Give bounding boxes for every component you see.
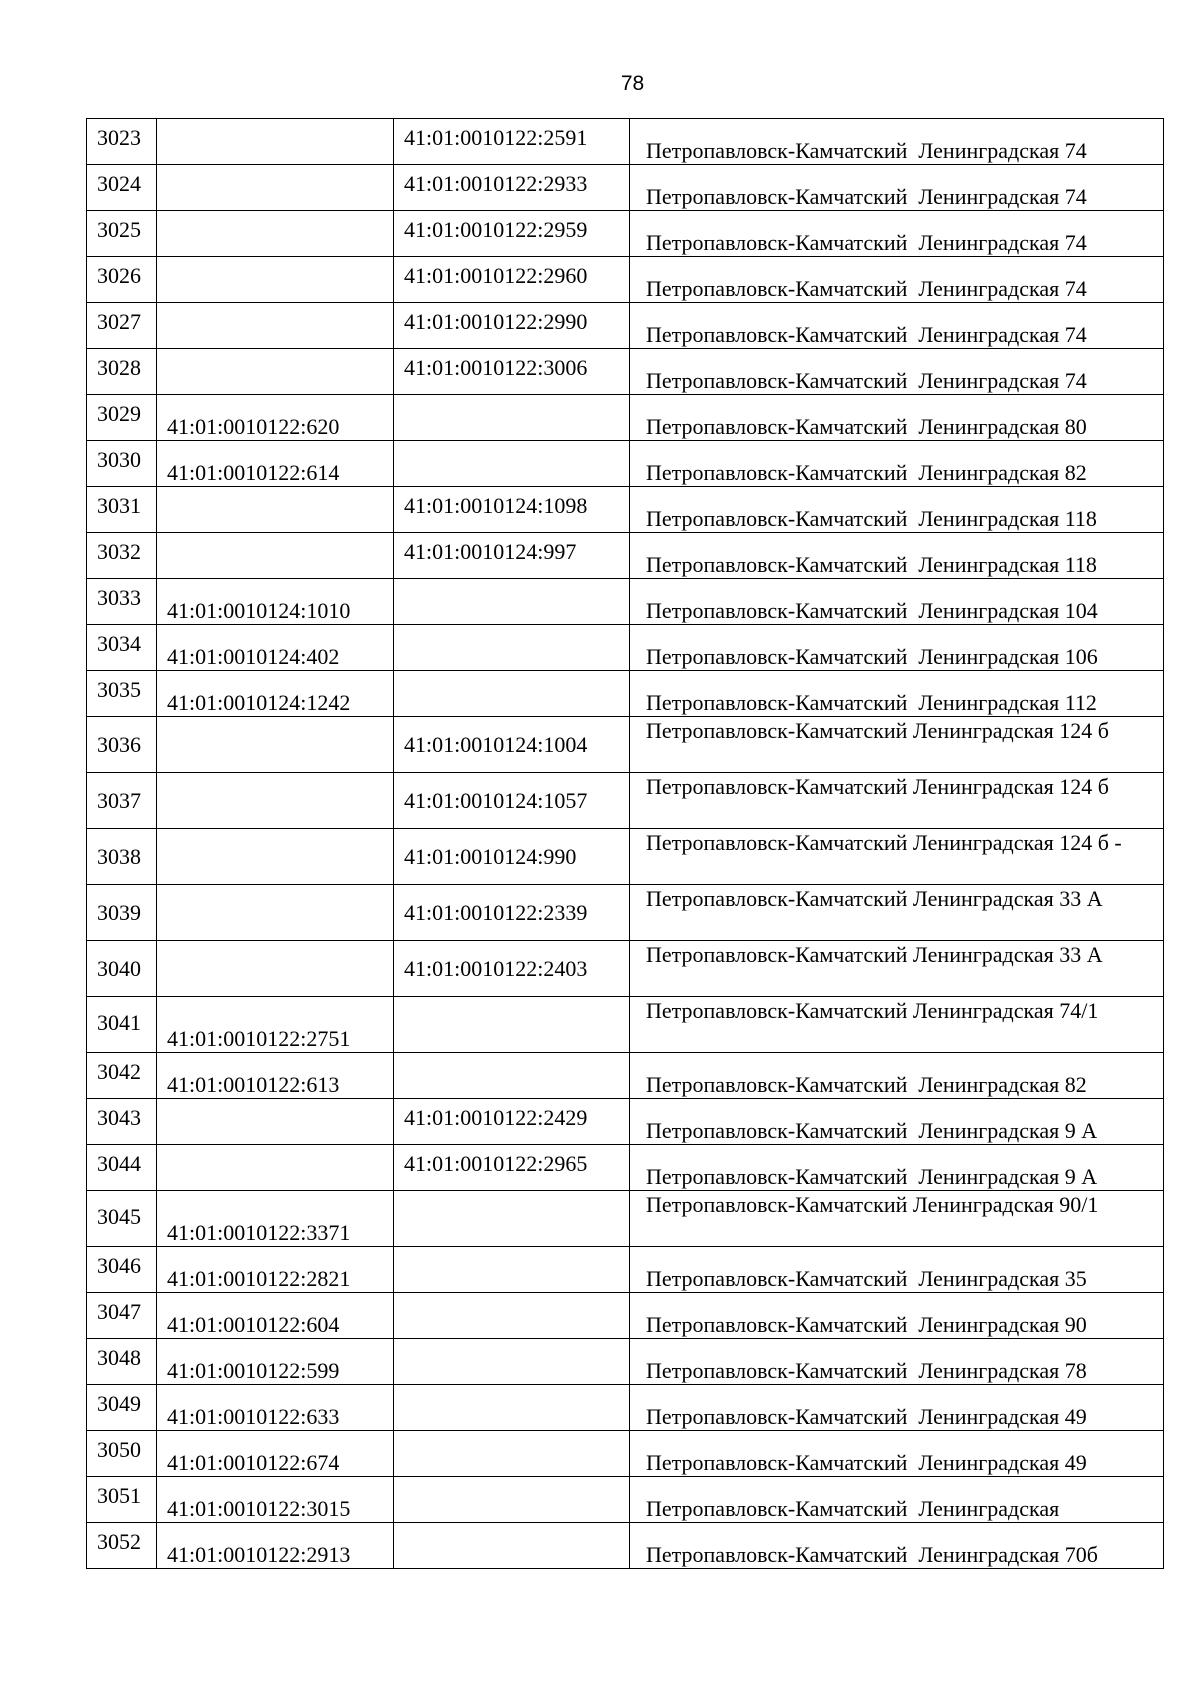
table-row [87, 395, 1164, 441]
cadastral-number-object-cell [394, 1145, 630, 1191]
cadastral-number-land-cell [157, 395, 394, 441]
table-row [87, 165, 1164, 211]
cadastral-number-land-cell [157, 625, 394, 671]
cadastral-number-object [404, 1247, 629, 1254]
cadastral-number-land-cell [157, 773, 394, 829]
cadastral-number-land-cell [157, 941, 394, 997]
address: Петропавловск-Камчатский Ленинградская 90/1 [646, 1192, 1099, 1217]
address: Петропавловск-Камчатский Ленинградская 33 А [646, 942, 1103, 967]
cadastral-number-object-cell [394, 303, 630, 349]
table-row [87, 1385, 1164, 1431]
cadastral-number-object-cell [394, 165, 630, 211]
row-number: 3030 [97, 447, 141, 472]
row-number: 3047 [97, 1299, 141, 1324]
row-number: 3041 [97, 1010, 141, 1035]
cadastral-number-object: 41:01:0010122:2965 [404, 1151, 588, 1176]
row-number: 3032 [97, 539, 141, 564]
row-number: 3042 [97, 1059, 141, 1084]
cadastral-number-object-cell [394, 119, 630, 165]
address-cell [630, 349, 1164, 395]
address-cell [630, 1053, 1164, 1099]
address-cell [630, 671, 1164, 717]
table-row [87, 1145, 1164, 1191]
cadastral-number-object-cell [394, 1191, 630, 1247]
address-cell [630, 1293, 1164, 1339]
address-cell [630, 1247, 1164, 1293]
row-number-cell [87, 579, 157, 625]
row-number: 3028 [97, 355, 141, 380]
row-number-cell [87, 625, 157, 671]
row-number: 3043 [97, 1105, 141, 1130]
address-cell [630, 773, 1164, 829]
row-number-cell [87, 487, 157, 533]
address-cell [630, 625, 1164, 671]
address: Петропавловск-Камчатский Ленинградская 74 [646, 184, 1087, 209]
table-row [87, 1247, 1164, 1293]
address: Петропавловск-Камчатский Ленинградская 112 [646, 690, 1097, 715]
cadastral-number-object-cell [394, 1099, 630, 1145]
registry-table-body [87, 119, 1164, 1569]
address: Петропавловск-Камчатский Ленинградская 74/1 [646, 998, 1099, 1023]
cadastral-number-object-cell [394, 773, 630, 829]
cadastral-number-land-cell [157, 997, 394, 1053]
cadastral-number-land: 41:01:0010124:1010 [167, 598, 351, 623]
row-number: 3033 [97, 585, 141, 610]
address: Петропавловск-Камчатский Ленинградская 70б [646, 1542, 1098, 1567]
row-number-cell [87, 303, 157, 349]
address: Петропавловск-Камчатский Ленинградская 80 [646, 414, 1087, 439]
table-row [87, 1431, 1164, 1477]
cadastral-number-object: 41:01:0010122:2990 [404, 309, 588, 334]
row-number-cell [87, 1145, 157, 1191]
cadastral-number-land-cell [157, 533, 394, 579]
row-number-cell [87, 1523, 157, 1569]
cadastral-number-object [404, 1523, 629, 1530]
row-number: 3052 [97, 1529, 141, 1554]
address: Петропавловск-Камчатский Ленинградская 35 [646, 1266, 1087, 1291]
table-row [87, 441, 1164, 487]
cadastral-number-land-cell [157, 165, 394, 211]
cadastral-number-object-cell [394, 349, 630, 395]
address: Петропавловск-Камчатский Ленинградская 33 А [646, 886, 1103, 911]
row-number-cell [87, 829, 157, 885]
cadastral-number-object-cell [394, 1053, 630, 1099]
registry-table [86, 118, 1164, 1569]
row-number-cell [87, 717, 157, 773]
address: Петропавловск-Камчатский Ленинградская 74 [646, 368, 1087, 393]
cadastral-number-object: 41:01:0010122:2591 [404, 125, 588, 150]
table-row [87, 773, 1164, 829]
row-number-cell [87, 1247, 157, 1293]
address-cell [630, 1339, 1164, 1385]
cadastral-number-object: 41:01:0010124:1057 [404, 787, 588, 813]
cadastral-number-object: 41:01:0010122:2339 [404, 899, 588, 925]
cadastral-number-object: 41:01:0010124:1004 [404, 731, 588, 757]
table-row [87, 671, 1164, 717]
table-row [87, 211, 1164, 257]
address-cell [630, 717, 1164, 773]
cadastral-number-object-cell [394, 829, 630, 885]
address: Петропавловск-Камчатский Ленинградская [646, 1496, 1060, 1521]
cadastral-number-land: 41:01:0010122:633 [167, 1404, 340, 1429]
cadastral-number-object-cell [394, 395, 630, 441]
address-cell [630, 533, 1164, 579]
cadastral-number-land-cell [157, 257, 394, 303]
cadastral-number-land: 41:01:0010122:674 [167, 1450, 340, 1475]
cadastral-number-land-cell [157, 1385, 394, 1431]
row-number: 3029 [97, 401, 141, 426]
row-number-cell [87, 1385, 157, 1431]
address: Петропавловск-Камчатский Ленинградская 78 [646, 1358, 1087, 1383]
table-row [87, 941, 1164, 997]
page-number: 78 [620, 72, 645, 95]
cadastral-number-object-cell [394, 1339, 630, 1385]
row-number: 3050 [97, 1437, 141, 1462]
address-cell [630, 487, 1164, 533]
row-number-cell [87, 773, 157, 829]
cadastral-number-land-cell [157, 829, 394, 885]
cadastral-number-land-cell [157, 1293, 394, 1339]
table-row [87, 1053, 1164, 1099]
address-cell [630, 1477, 1164, 1523]
cadastral-number-land-cell [157, 487, 394, 533]
cadastral-number-object: 41:01:0010124:990 [404, 843, 577, 869]
address: Петропавловск-Камчатский Ленинградская 106 [646, 644, 1098, 669]
address-cell [630, 165, 1164, 211]
row-number: 3049 [97, 1391, 141, 1416]
address: Петропавловск-Камчатский Ленинградская 49 [646, 1450, 1087, 1475]
cadastral-number-object-cell [394, 671, 630, 717]
address-cell [630, 829, 1164, 885]
cadastral-number-object [404, 1385, 629, 1392]
address-cell [630, 1099, 1164, 1145]
cadastral-number-land-cell [157, 717, 394, 773]
cadastral-number-land: 41:01:0010122:613 [167, 1072, 340, 1097]
row-number: 3048 [97, 1345, 141, 1370]
table-row [87, 1191, 1164, 1247]
row-number: 3040 [97, 955, 141, 981]
cadastral-number-object: 41:01:0010122:2403 [404, 955, 588, 981]
row-number-cell [87, 1477, 157, 1523]
table-row [87, 1523, 1164, 1569]
cadastral-number-land-cell [157, 885, 394, 941]
address: Петропавловск-Камчатский Ленинградская 9 А [646, 1118, 1098, 1143]
address: Петропавловск-Камчатский Ленинградская 74 [646, 322, 1087, 347]
cadastral-number-object: 41:01:0010124:1098 [404, 493, 588, 518]
table-row [87, 1477, 1164, 1523]
address: Петропавловск-Камчатский Ленинградская 82 [646, 1072, 1087, 1097]
cadastral-number-land-cell [157, 1339, 394, 1385]
row-number: 3025 [97, 217, 141, 242]
table-row [87, 579, 1164, 625]
row-number-cell [87, 533, 157, 579]
row-number: 3037 [97, 787, 141, 813]
cadastral-number-land-cell [157, 119, 394, 165]
row-number-cell [87, 997, 157, 1053]
row-number-cell [87, 941, 157, 997]
row-number-cell [87, 395, 157, 441]
cadastral-number-object-cell [394, 717, 630, 773]
row-number: 3026 [97, 263, 141, 288]
row-number-cell [87, 257, 157, 303]
address: Петропавловск-Камчатский Ленинградская 90 [646, 1312, 1087, 1337]
cadastral-number-object [404, 395, 629, 402]
row-number-cell [87, 165, 157, 211]
cadastral-number-object [404, 579, 629, 586]
cadastral-number-object [404, 1431, 629, 1438]
cadastral-number-object: 41:01:0010124:997 [404, 539, 577, 564]
address: Петропавловск-Камчатский Ленинградская 74 [646, 138, 1087, 163]
cadastral-number-object: 41:01:0010122:2933 [404, 171, 588, 196]
address-cell [630, 997, 1164, 1053]
table-row [87, 717, 1164, 773]
row-number: 3023 [97, 125, 141, 150]
cadastral-number-object [404, 1477, 629, 1484]
table-row [87, 303, 1164, 349]
cadastral-number-object [404, 625, 629, 632]
table-row [87, 119, 1164, 165]
address: Петропавловск-Камчатский Ленинградская 124 б [646, 718, 1109, 743]
address-cell [630, 1523, 1164, 1569]
row-number: 3024 [97, 171, 141, 196]
cadastral-number-land: 41:01:0010124:402 [167, 644, 340, 669]
cadastral-number-land: 41:01:0010122:599 [167, 1358, 340, 1383]
address: Петропавловск-Камчатский Ленинградская 104 [646, 598, 1098, 623]
address-cell [630, 303, 1164, 349]
table-row [87, 997, 1164, 1053]
cadastral-number-object [404, 671, 629, 678]
address: Петропавловск-Камчатский Ленинградская 74 [646, 230, 1087, 255]
table-row [87, 885, 1164, 941]
address-cell [630, 885, 1164, 941]
address-cell [630, 257, 1164, 303]
row-number-cell [87, 671, 157, 717]
cadastral-number-land: 41:01:0010122:2821 [167, 1266, 351, 1291]
address-cell [630, 395, 1164, 441]
address-cell [630, 211, 1164, 257]
cadastral-number-land-cell [157, 303, 394, 349]
row-number: 3046 [97, 1253, 141, 1278]
address-cell [630, 441, 1164, 487]
cadastral-number-land: 41:01:0010122:2751 [167, 1026, 351, 1051]
cadastral-number-object [404, 1339, 629, 1346]
address-cell [630, 579, 1164, 625]
cadastral-number-land: 41:01:0010124:1242 [167, 690, 351, 715]
cadastral-number-land-cell [157, 1523, 394, 1569]
row-number-cell [87, 1099, 157, 1145]
row-number-cell [87, 1293, 157, 1339]
cadastral-number-object [404, 441, 629, 448]
cadastral-number-land-cell [157, 1191, 394, 1247]
address: Петропавловск-Камчатский Ленинградская 118 [646, 506, 1097, 531]
cadastral-number-object-cell [394, 941, 630, 997]
cadastral-number-object-cell [394, 579, 630, 625]
cadastral-number-land: 41:01:0010122:620 [167, 414, 340, 439]
cadastral-number-land: 41:01:0010122:614 [167, 460, 340, 485]
row-number: 3027 [97, 309, 141, 334]
cadastral-number-object [404, 1053, 629, 1060]
address: Петропавловск-Камчатский Ленинградская 9 А [646, 1164, 1098, 1189]
cadastral-number-object-cell [394, 1431, 630, 1477]
row-number-cell [87, 349, 157, 395]
row-number-cell [87, 211, 157, 257]
address-cell [630, 941, 1164, 997]
table-row [87, 257, 1164, 303]
cadastral-number-land-cell [157, 671, 394, 717]
row-number: 3034 [97, 631, 141, 656]
table-row [87, 1099, 1164, 1145]
cadastral-number-land: 41:01:0010122:3015 [167, 1496, 351, 1521]
address-cell [630, 1385, 1164, 1431]
cadastral-number-object-cell [394, 885, 630, 941]
address: Петропавловск-Камчатский Ленинградская 124 б [646, 774, 1109, 799]
address: Петропавловск-Камчатский Ленинградская 74 [646, 276, 1087, 301]
cadastral-number-object: 41:01:0010122:2959 [404, 217, 588, 242]
cadastral-number-object-cell [394, 625, 630, 671]
table-row [87, 487, 1164, 533]
row-number: 3035 [97, 677, 141, 702]
cadastral-number-object: 41:01:0010122:2960 [404, 263, 588, 288]
address-cell [630, 119, 1164, 165]
cadastral-number-land-cell [157, 1099, 394, 1145]
cadastral-number-land-cell [157, 211, 394, 257]
cadastral-number-land-cell [157, 1247, 394, 1293]
cadastral-number-object-cell [394, 211, 630, 257]
table-row [87, 349, 1164, 395]
cadastral-number-land-cell [157, 1053, 394, 1099]
address: Петропавловск-Камчатский Ленинградская 118 [646, 552, 1097, 577]
cadastral-number-land-cell [157, 1145, 394, 1191]
cadastral-number-object-cell [394, 1523, 630, 1569]
cadastral-number-land-cell [157, 349, 394, 395]
cadastral-number-object-cell [394, 441, 630, 487]
row-number: 3045 [97, 1204, 141, 1229]
cadastral-number-object-cell [394, 533, 630, 579]
address-cell [630, 1191, 1164, 1247]
cadastral-number-land: 41:01:0010122:2913 [167, 1542, 351, 1567]
cadastral-number-land-cell [157, 1431, 394, 1477]
address: Петропавловск-Камчатский Ленинградская 82 [646, 460, 1087, 485]
row-number-cell [87, 1339, 157, 1385]
row-number-cell [87, 885, 157, 941]
cadastral-number-land: 41:01:0010122:604 [167, 1312, 340, 1337]
row-number-cell [87, 1053, 157, 1099]
address: Петропавловск-Камчатский Ленинградская 49 [646, 1404, 1087, 1429]
row-number: 3038 [97, 843, 141, 869]
row-number-cell [87, 1431, 157, 1477]
row-number: 3051 [97, 1483, 141, 1508]
table-row [87, 625, 1164, 671]
address-cell [630, 1431, 1164, 1477]
table-row [87, 1293, 1164, 1339]
row-number: 3031 [97, 493, 141, 518]
row-number: 3044 [97, 1151, 141, 1176]
table-row [87, 533, 1164, 579]
cadastral-number-object-cell [394, 1293, 630, 1339]
cadastral-number-land: 41:01:0010122:3371 [167, 1220, 351, 1245]
address: Петропавловск-Камчатский Ленинградская 124 б - [646, 830, 1122, 855]
cadastral-number-object [404, 1293, 629, 1300]
cadastral-number-object-cell [394, 1477, 630, 1523]
cadastral-number-land-cell [157, 1477, 394, 1523]
address-cell [630, 1145, 1164, 1191]
cadastral-number-object: 41:01:0010122:2429 [404, 1105, 588, 1130]
table-row [87, 1339, 1164, 1385]
cadastral-number-object-cell [394, 1385, 630, 1431]
cadastral-number-object-cell [394, 1247, 630, 1293]
cadastral-number-land-cell [157, 579, 394, 625]
cadastral-number-object-cell [394, 487, 630, 533]
cadastral-number-object-cell [394, 997, 630, 1053]
cadastral-number-land-cell [157, 441, 394, 487]
cadastral-number-object: 41:01:0010122:3006 [404, 355, 588, 380]
row-number: 3036 [97, 731, 141, 757]
row-number-cell [87, 119, 157, 165]
row-number: 3039 [97, 899, 141, 925]
table-row [87, 829, 1164, 885]
row-number-cell [87, 1191, 157, 1247]
cadastral-number-object-cell [394, 257, 630, 303]
row-number-cell [87, 441, 157, 487]
